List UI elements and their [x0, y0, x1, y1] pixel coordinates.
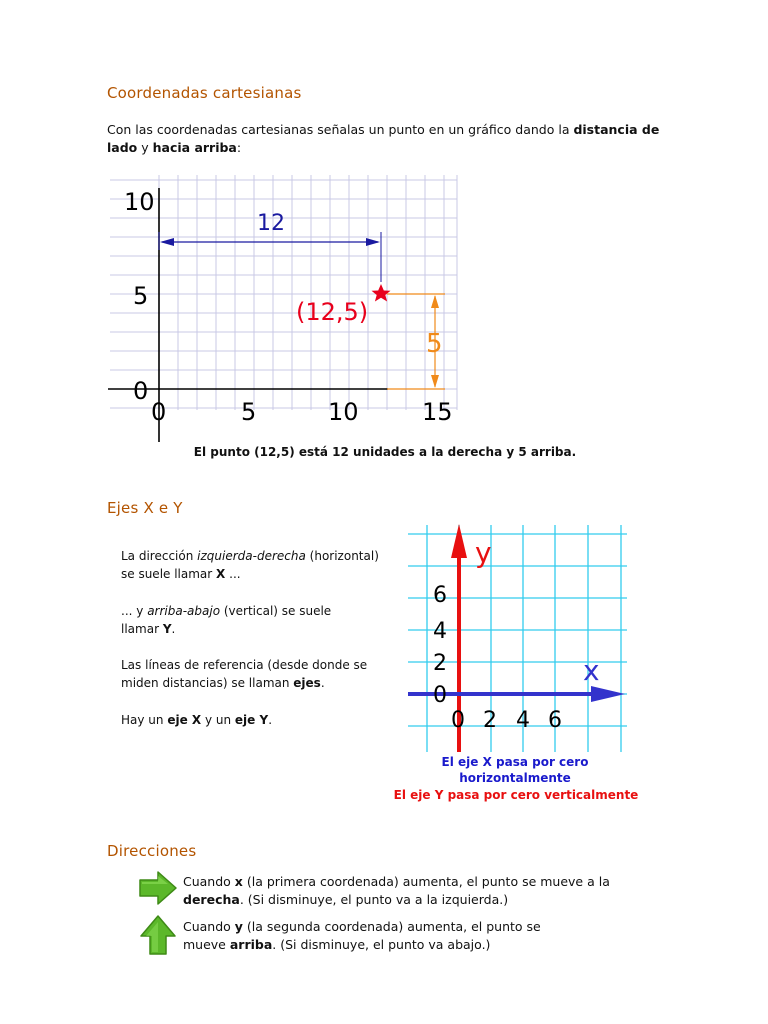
right-arrow-icon: [138, 870, 178, 906]
ejes-p2-bold: Y: [162, 622, 172, 636]
ejes-p2-text-a: ... y: [121, 604, 148, 618]
intro-text-1: Con las coordenadas cartesianas señalas un punto en un gráfico dando la: [107, 122, 574, 137]
figure1-v-dim-arrow-top: [431, 295, 439, 308]
dir-x-bold-2: derecha: [183, 892, 240, 907]
ejes-p4-text-c: .: [268, 713, 273, 727]
ejes-p1-bold: X: [216, 567, 226, 581]
ejes-paragraph-4: [121, 711, 391, 729]
ejes-p4-bold-1: eje X: [167, 713, 202, 727]
ejes-p2-italic: arriba-abajo: [147, 604, 221, 618]
figure1-v-dim-arrow-bottom: [431, 375, 439, 388]
figure1-point-label: (12,5): [296, 298, 369, 326]
figure2-x-tick-4: 4: [516, 708, 530, 733]
ejes-paragraph-3: [121, 656, 391, 692]
ejes-p4-text-a: Hay un: [121, 713, 168, 727]
dir-y-text-a: Cuando: [183, 919, 235, 934]
figure2-y-tick-4: 4: [433, 619, 447, 644]
direction-x-text: [183, 873, 613, 909]
dir-y-text-c: . (Si disminuye, el punto va abajo.): [272, 937, 491, 952]
figure2-y-tick-0: 0: [433, 683, 447, 708]
section-title-coordenadas: Coordenadas cartesianas: [107, 84, 302, 102]
ejes-p2-text-b: (vertical) se suele llamar: [121, 604, 332, 636]
dir-y-text-b: (la segunda coordenada) aumenta, el punto se mueve: [183, 919, 541, 952]
figure1-h-dim-arrow-left: [160, 238, 174, 246]
axes-figure: [405, 520, 635, 755]
ejes-paragraph-2: [121, 602, 366, 638]
dir-x-text-b: (la primera coordenada) aumenta, el punto se mueve a la: [242, 874, 610, 889]
ejes-p3-text-c: .: [320, 676, 325, 690]
figure1-x-tick-10: 10: [328, 398, 359, 426]
dir-y-bold-1: y: [234, 919, 243, 934]
dir-x-bold-1: x: [234, 874, 243, 889]
figure2-y-tick-6: 6: [433, 583, 447, 608]
dir-x-text-c: . (Si disminuye, el punto va a la izquierda.): [239, 892, 509, 907]
figure1-point-star: [372, 284, 391, 302]
ejes-paragraph-1: [121, 547, 386, 583]
figure2-caption-y: El eje Y pasa por cero verticalmente: [393, 788, 639, 802]
intro-text-3: :: [236, 140, 242, 155]
intro-text-2: y: [137, 140, 153, 155]
figure2-x-tick-6: 6: [548, 708, 562, 733]
cartesian-figure: [100, 170, 470, 445]
figure1-x-tick-5: 5: [241, 398, 257, 426]
figure2-x-axis-arrow: [591, 686, 625, 702]
figure1-y-tick-0: 0: [133, 377, 149, 405]
ejes-p4-text-b: y un: [201, 713, 235, 727]
figure1-h-dim-label: 12: [257, 211, 285, 236]
intro-bold-2: hacia arriba: [152, 140, 237, 155]
figure1-v-dim-label: 5: [426, 329, 443, 359]
intro-paragraph: [107, 121, 667, 157]
dir-y-bold-2: arriba: [229, 937, 273, 952]
figure1-x-tick-15: 15: [422, 398, 453, 426]
section-title-ejes: Ejes X e Y: [107, 499, 183, 517]
figure1-h-dim-arrow-right: [366, 238, 380, 246]
figure1-y-tick-5: 5: [133, 282, 149, 310]
section-title-direcciones: Direcciones: [107, 842, 197, 860]
figure2-y-label: y: [475, 536, 492, 569]
figure2-x-label: x: [583, 654, 600, 687]
ejes-p1-italic: izquierda-derecha: [197, 549, 306, 563]
direction-y-text: [183, 918, 563, 954]
figure2-caption-x: El eje X pasa por cero horizontalmente: [441, 755, 589, 785]
ejes-p1-text-a: La dirección: [121, 549, 198, 563]
up-arrow-icon: [138, 914, 178, 956]
figure2-y-tick-2: 2: [433, 651, 447, 676]
ejes-p3-text-a: Las líneas de referencia (desde donde se miden distancias) se llaman: [121, 658, 368, 690]
figure1-y-tick-10: 10: [124, 188, 155, 216]
intro-bold-1: distancia de lado: [107, 122, 660, 155]
figure2-y-axis-arrow: [451, 524, 467, 558]
figure2-x-tick-2: 2: [483, 708, 497, 733]
figure1-caption: El punto (12,5) está 12 unidades a la derecha y 5 arriba.: [193, 445, 577, 459]
ejes-p1-text-b: (horizontal) se suele llamar: [121, 549, 379, 581]
figure2-x-tick-0: 0: [451, 708, 465, 733]
ejes-p4-bold-2: eje Y: [234, 713, 269, 727]
figure1-x-tick-0: 0: [151, 398, 167, 426]
dir-x-text-a: Cuando: [183, 874, 235, 889]
ejes-p3-bold: ejes: [293, 676, 321, 690]
ejes-p2-text-c: .: [171, 622, 176, 636]
ejes-p1-text-c: ...: [225, 567, 241, 581]
